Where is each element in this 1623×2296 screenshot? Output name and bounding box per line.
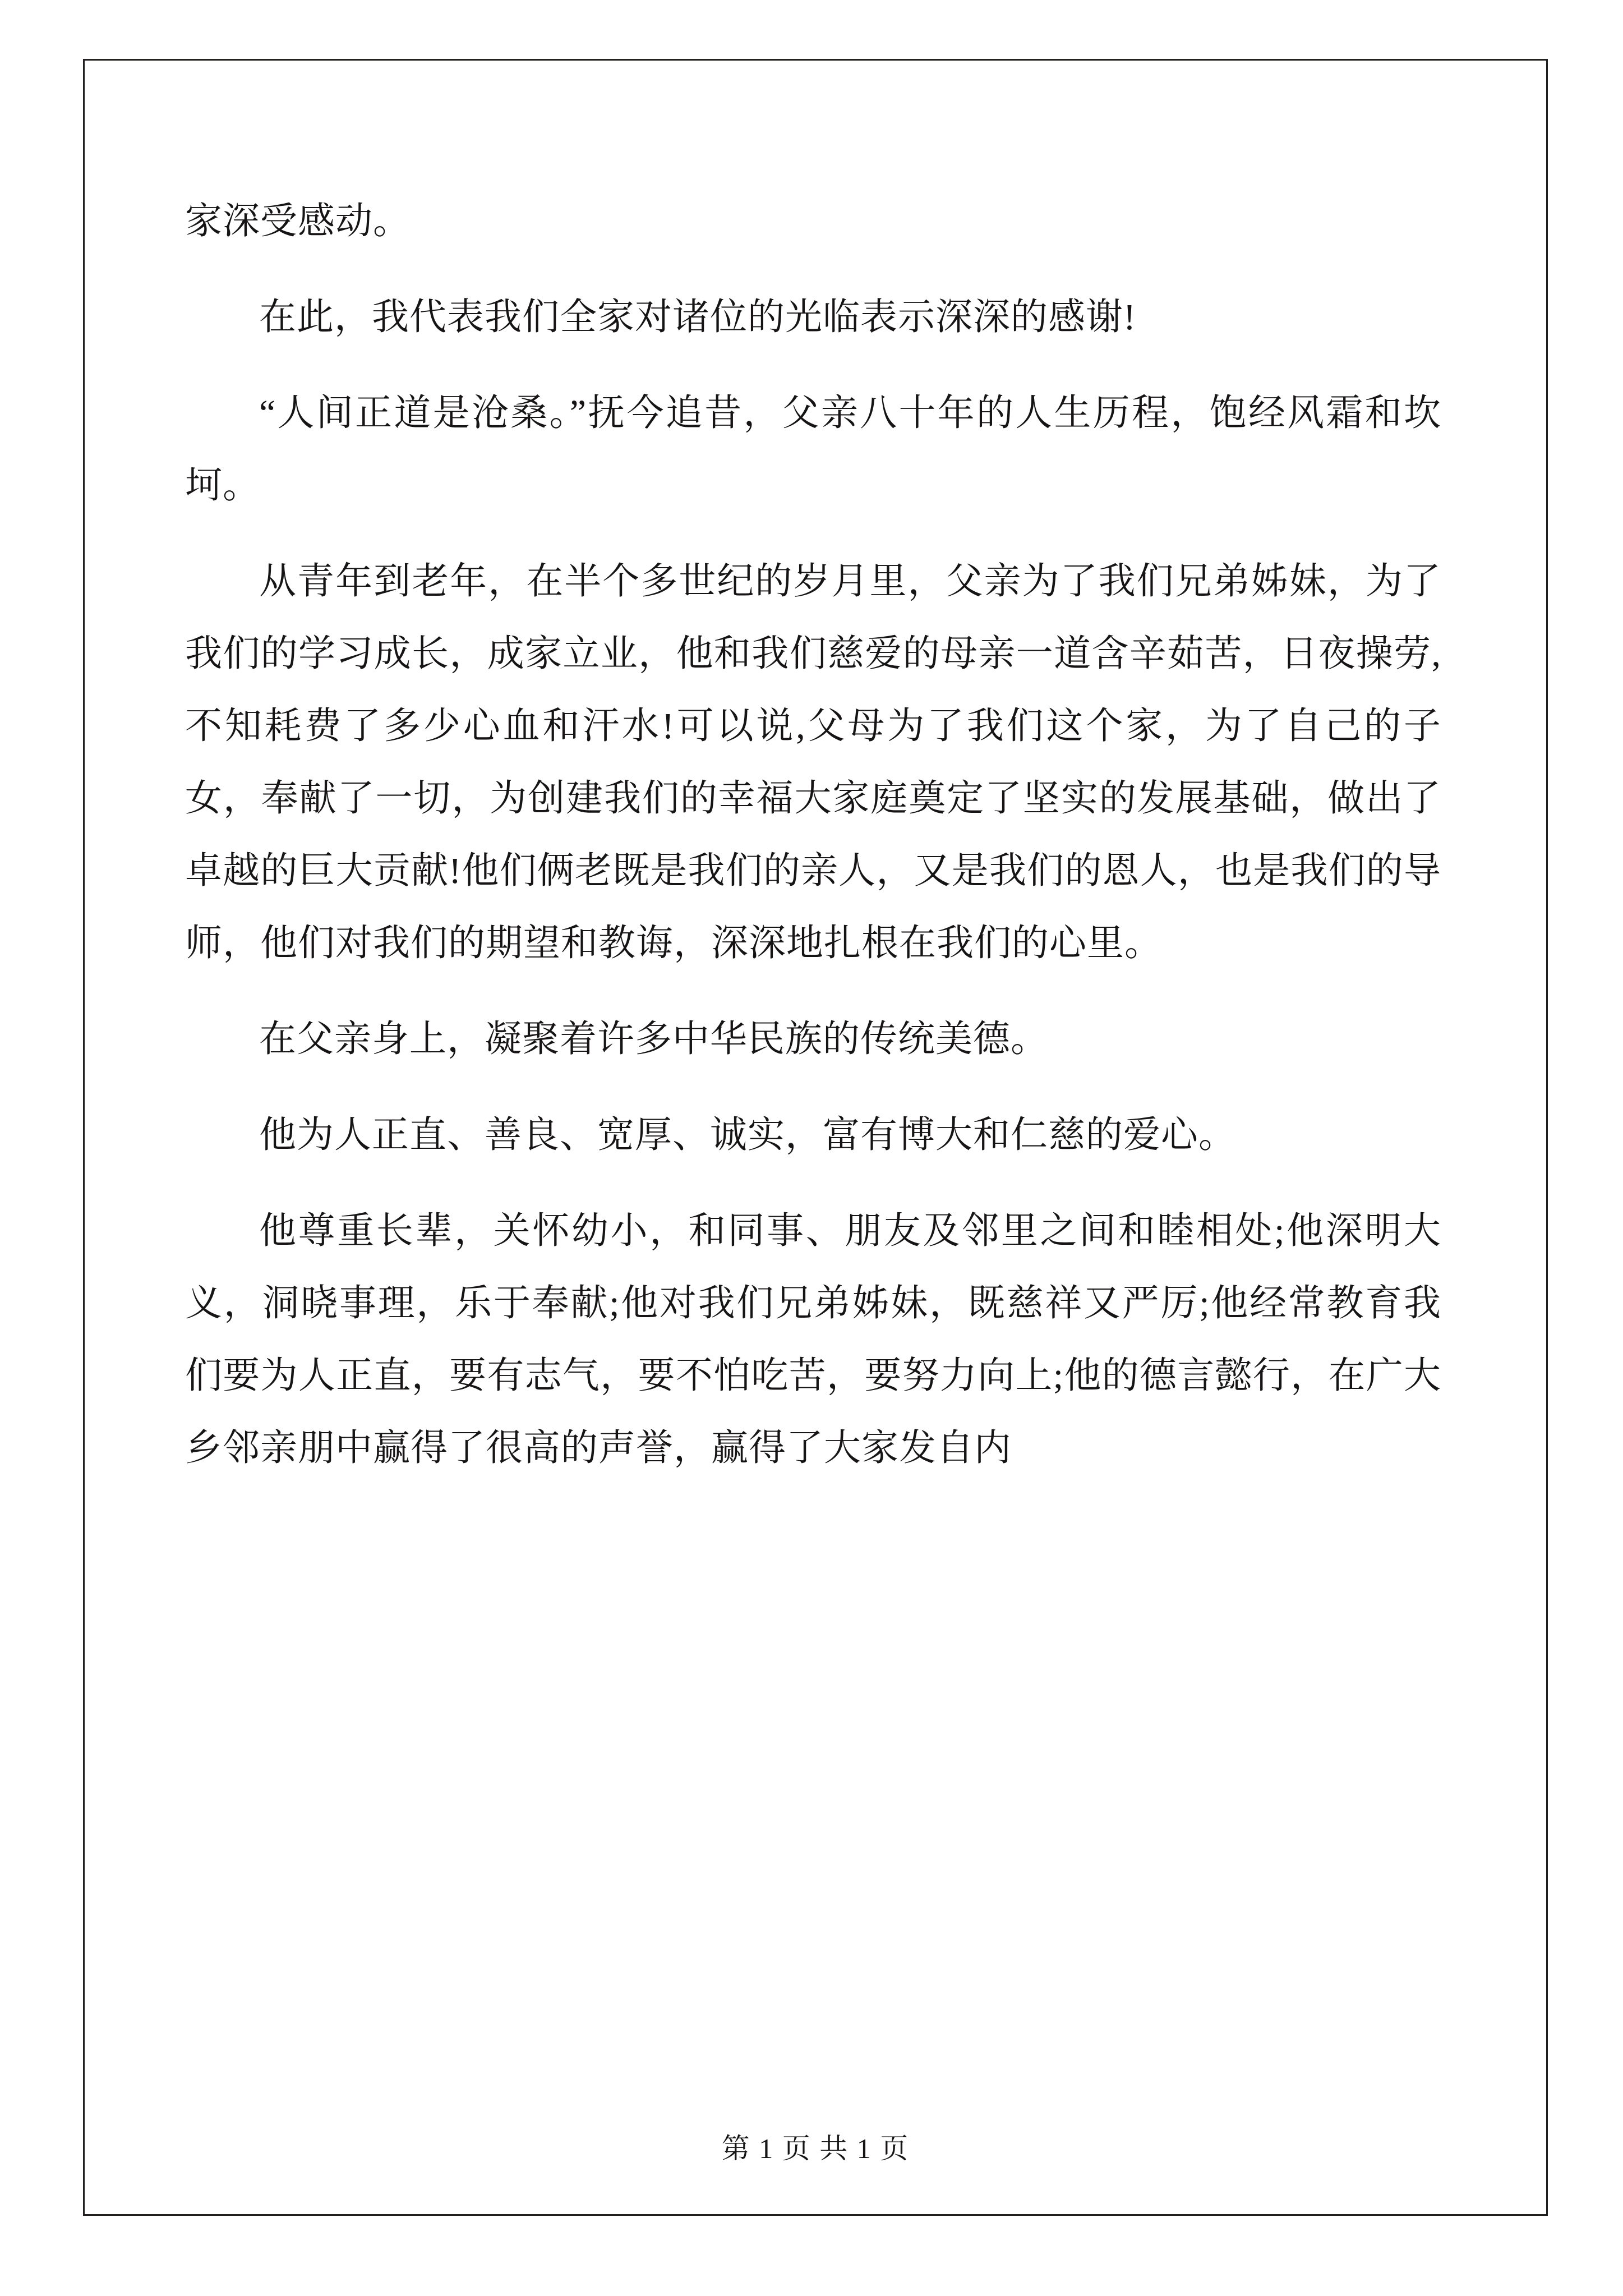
paragraph: 在父亲身上，凝聚着许多中华民族的传统美德。 — [259, 1019, 1048, 1060]
page-footer: 第 1 页 共 1 页 — [721, 2133, 910, 2164]
paragraph: 家深受感动。 — [185, 201, 411, 242]
paragraph: 在此，我代表我们全家对诸位的光临表示深深的感谢! — [259, 297, 1136, 338]
paragraph: 他尊重长辈，关怀幼小，和同事、朋友及邻里之间和睦相处;他深明大义，洞晓事理，乐于奉献;他对我们兄弟姊妹，既慈祥又严厉;他经常教育我们要为人正直，要有志气，要不怕吃苦，要努力向上;他的德言懿行，在广大乡邻亲朋中赢得了很高的声誉，赢得了大家发自内 — [185, 1211, 1441, 1469]
paragraph: 从青年到老年，在半个多世纪的岁月里，父亲为了我们兄弟姊妹，为了我们的学习成长，成家立业，他和我们慈爱的母亲一道含辛茹苦，日夜操劳,不知耗费了多少心血和汗水!可以说,父母为了我们这个家，为了自己的子女，奉献了一切，为创建我们的幸福大家庭奠定了坚实的发展基础，做出了卓越的巨大贡献!他们俩老既是我们的亲人，又是我们的恩人，也是我们的导师，他们对我们的期望和教诲，深深地扎根在我们的心里。 — [185, 561, 1441, 964]
paragraph: 他为人正直、善良、宽厚、诚实，富有博大和仁慈的爱心。 — [259, 1115, 1236, 1156]
paragraph: “人间正道是沧桑。”抚今追昔，父亲八十年的人生历程，饱经风霜和坎坷。 — [185, 393, 1441, 506]
document-body — [185, 185, 1441, 1508]
